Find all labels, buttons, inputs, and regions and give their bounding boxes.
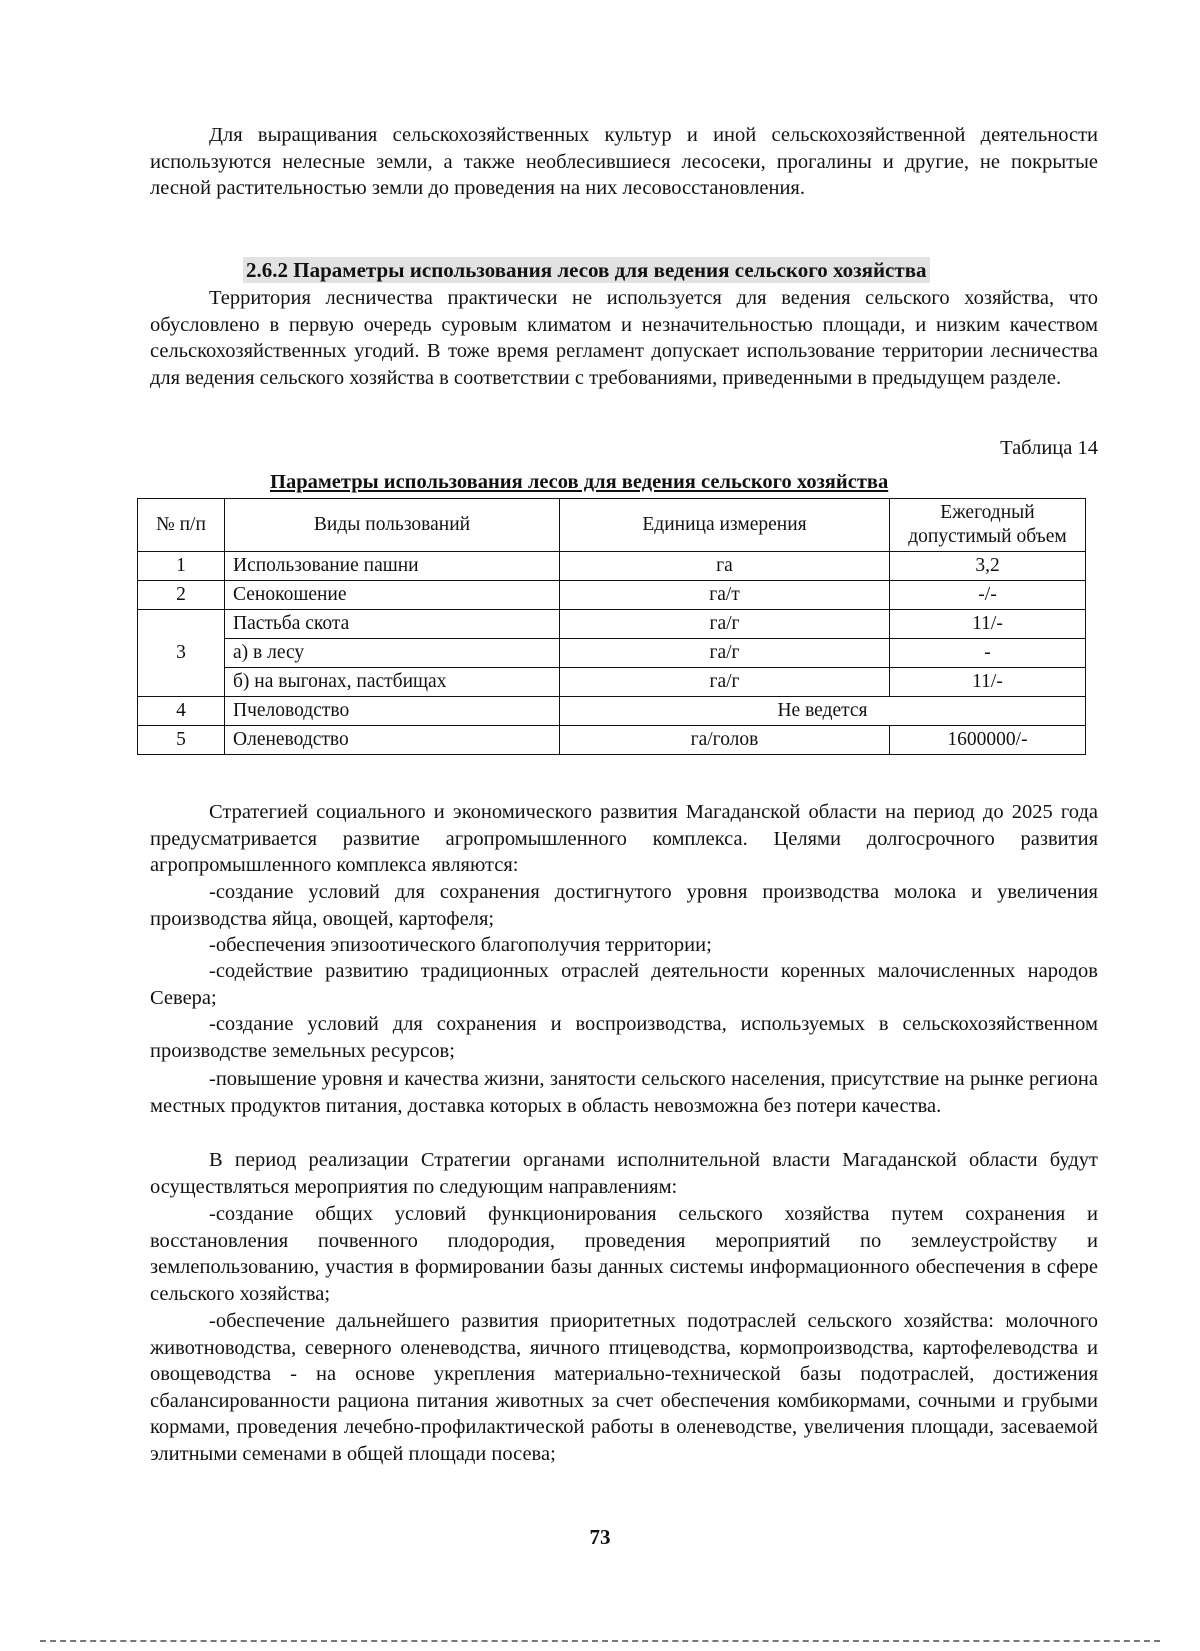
row-type: Использование пашни <box>225 552 560 581</box>
header-cell-volume: Ежегодный допустимый объем <box>890 499 1086 552</box>
row-unit: га/голов <box>560 726 890 755</box>
body-paragraph: Стратегией социального и экономического развития Магаданской области на период до 2025 года предусматривается развитие агропромышленного комплекса. Целями долгосрочного развития агропромышленного комплекса являются: <box>150 801 1098 877</box>
body-paragraph: -создание условий для сохранения достигнутого уровня производства молока и увеличения производства яйца, овощей, картофеля; <box>150 881 1098 930</box>
row-volume: -/- <box>890 581 1086 610</box>
row-unit: га/т <box>560 581 890 610</box>
body-paragraph: -повышение уровня и качества жизни, занятости сельского населения, присутствие на рынке региона местных продуктов питания, доставка которых в область невозможна без потери качества. <box>150 1068 1098 1117</box>
table-header-row <box>138 499 1086 552</box>
row-volume: - <box>890 639 1086 668</box>
row-number: 1 <box>138 552 225 581</box>
row-unit: га/г <box>560 610 890 639</box>
table-row <box>138 726 1086 755</box>
header-cell-type: Виды пользований <box>225 499 560 552</box>
table-row <box>138 581 1086 610</box>
body-paragraph: В период реализации Стратегии органами исполнительной власти Магаданской области будут осуществляться мероприятия по следующим направлениям: <box>150 1149 1098 1198</box>
table-title: Параметры использования лесов для ведения сельского хозяйства <box>270 471 889 493</box>
page-number: 73 <box>589 1525 611 1549</box>
body-paragraph: -создание условий для сохранения и воспроизводства, используемых в сельскохозяйственном производстве земельных ресурсов; <box>150 1013 1098 1062</box>
row-volume: 11/- <box>890 610 1086 639</box>
row-number: 2 <box>138 581 225 610</box>
row-unit: га/г <box>560 668 890 697</box>
body-paragraph: -обеспечения эпизоотического благополучия территории; <box>209 934 712 956</box>
row-number: 5 <box>138 726 225 755</box>
section-heading: 2.6.2 Параметры использования лесов для ведения сельского хозяйства <box>243 257 930 283</box>
row-volume: 3,2 <box>890 552 1086 581</box>
row-number: 4 <box>138 697 225 726</box>
row-type: Пчеловодство <box>225 697 560 726</box>
row-unit: га <box>560 552 890 581</box>
table-row <box>138 610 1086 639</box>
row-type: Оленеводство <box>225 726 560 755</box>
table-row <box>138 639 1086 668</box>
row-volume: 1600000/- <box>890 726 1086 755</box>
row-type: б) на выгонах, пастбищах <box>225 668 560 697</box>
row-type: а) в лесу <box>225 639 560 668</box>
table-row <box>138 697 1086 726</box>
header-cell-unit: Единица измерения <box>560 499 890 552</box>
row-type: Сенокошение <box>225 581 560 610</box>
table-row <box>138 552 1086 581</box>
row-volume: 11/- <box>890 668 1086 697</box>
header-cell-number: № п/п <box>138 499 225 552</box>
row-merged-value: Не ведется <box>560 697 1086 726</box>
body-paragraph: -создание общих условий функционирования сельского хозяйства путем сохранения и восстановления почвенного плодородия, проведения мероприятий по землеустройству и землепользованию, участия в формировании базы данных системы информационного обеспечения в сфере сельского хозяйства; <box>150 1203 1098 1305</box>
row-number: 3 <box>138 610 225 697</box>
body-paragraph: -обеспечение дальнейшего развития приоритетных подотраслей сельского хозяйства: молочного животноводства, северного оленеводства, яичного птицеводства, кормопроизводства, картофелеводства и овощеводства - на основе укрепления материально-технической базы подотраслей, достижения сбалансированности рациона питания животных за счет обеспечения комбикормами, сочными и грубыми кормами, проведения лечебно-профилактической работы в оленеводстве, увеличения площади, засеваемой элитными семенами в общей площади посева; <box>150 1310 1098 1465</box>
intro-paragraph: Для выращивания сельскохозяйственных культур и иной сельскохозяйственной деятельности используются нелесные земли, а также необлесившиеся лесосеки, прогалины и другие, не покрытые лесной растительностью земли до проведения на них лесовосстановления. <box>150 124 1098 200</box>
row-type: Пастьба скота <box>225 610 560 639</box>
table-row <box>138 668 1086 697</box>
row-unit: га/г <box>560 639 890 668</box>
body-paragraph: -содействие развитию традиционных отраслей деятельности коренных малочисленных народов Севера; <box>150 960 1098 1009</box>
section-paragraph: Территория лесничества практически не используется для ведения сельского хозяйства, что обусловлено в первую очередь суровым климатом и незначительностью площади, и низким качеством сельскохозяйственных угодий. В тоже время регламент допускает использование территории лесничества для ведения сельского хозяйства в соответствии с требованиями, приведенными в предыдущем разделе. <box>150 287 1098 389</box>
usage-parameters-table <box>137 498 1086 755</box>
table-label: Таблица 14 <box>1000 437 1098 459</box>
scan-edge-divider <box>40 1640 1160 1642</box>
